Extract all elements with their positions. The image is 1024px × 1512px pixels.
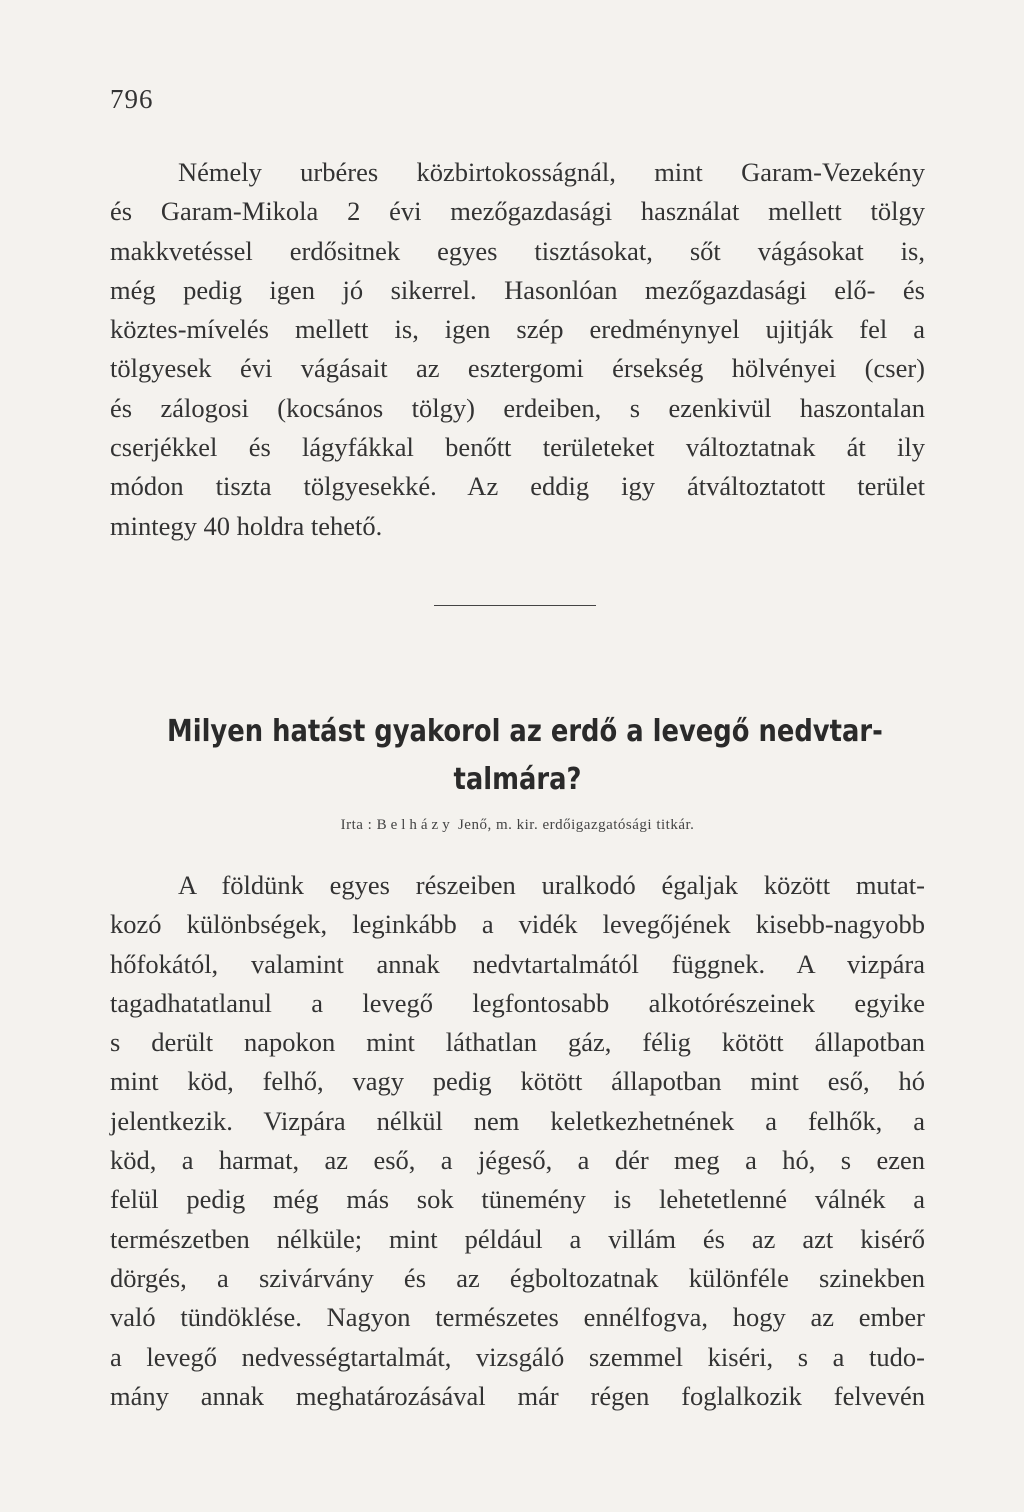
text-line: Némely urbéres közbirtokosságnál, mint Garam-Vezekény xyxy=(178,157,925,187)
text-line: cserjékkel és lágyfákkal benőtt területeket változtatnak át ily xyxy=(110,432,925,463)
text-line: felül pedig még más sok tünemény is lehetetlenné válnék a xyxy=(110,1184,925,1215)
text-line: hőfokától, valamint annak nedvtartalmától függnek. A vizpára xyxy=(110,948,925,979)
article-title-line: talmára? xyxy=(453,762,582,797)
article-title-line: Milyen hatást gyakorol az erdő a levegő nedvtar- xyxy=(167,714,883,749)
text-line: dörgés, a szivárvány és az égboltozatnak különféle szinekben xyxy=(110,1262,925,1293)
text-line: A földünk egyes részeiben uralkodó égaljak között mutat- xyxy=(178,870,925,900)
text-line: köd, a harmat, az eső, a jégeső, a dér meg a hó, s ezen xyxy=(110,1145,925,1176)
text-line: tölgyesek évi vágásait az esztergomi érsekség hölvényei (cser) xyxy=(110,353,925,384)
page-number: 796 xyxy=(110,84,154,114)
byline-author-surname: Belházy xyxy=(376,817,454,833)
paragraph-forestry-note xyxy=(110,153,925,546)
text-line: és zálogosi (kocsános tölgy) erdeiben, s ezenkivül haszontalan xyxy=(110,392,925,423)
text-line: tagadhatatlanul a levegő legfontosabb alkotórészeinek egyike xyxy=(110,987,925,1018)
byline-prefix: Irta : xyxy=(340,817,373,833)
text-line: mány annak meghatározásával már régen foglalkozik felvevén xyxy=(110,1380,925,1411)
text-line: mintegy 40 holdra tehető. xyxy=(110,510,383,541)
text-line: köztes-mívelés mellett is, igen szép eredménynyel ujitják fel a xyxy=(110,314,925,345)
text-line: s derült napokon mint láthatlan gáz, félig kötött állapotban xyxy=(110,1027,925,1058)
text-line: módon tiszta tölgyesekké. Az eddig igy átváltoztatott terület xyxy=(110,471,925,502)
section-divider xyxy=(434,605,596,606)
text-line: jelentkezik. Vizpára nélkül nem keletkezhetnének a felhők, a xyxy=(110,1105,925,1136)
text-line: makkvetéssel erdősitnek egyes tisztásokat, sőt vágásokat is, xyxy=(110,235,925,266)
text-line: még pedig igen jó sikerrel. Hasonlóan mezőgazdasági elő- és xyxy=(110,274,925,305)
text-line: kozó különbségek, leginkább a vidék levegőjének kisebb-nagyobb xyxy=(110,909,925,940)
author-byline xyxy=(110,817,925,834)
text-line: és Garam-Mikola 2 évi mezőgazdasági használat mellett tölgy xyxy=(110,196,925,227)
byline-author-title: Jenő, m. kir. erdőigazgatósági titkár. xyxy=(457,817,695,833)
text-line: a levegő nedvességtartalmát, vizsgáló szemmel kiséri, s a tudo- xyxy=(110,1341,925,1372)
text-line: való tündöklése. Nagyon természetes ennélfogva, hogy az ember xyxy=(110,1302,925,1333)
article-title xyxy=(167,708,883,804)
text-line: természetben nélküle; mint például a villám és az azt kisérő xyxy=(110,1223,925,1254)
paragraph-article-body xyxy=(110,866,925,1416)
text-line: mint köd, felhő, vagy pedig kötött állapotban mint eső, hó xyxy=(110,1066,925,1097)
